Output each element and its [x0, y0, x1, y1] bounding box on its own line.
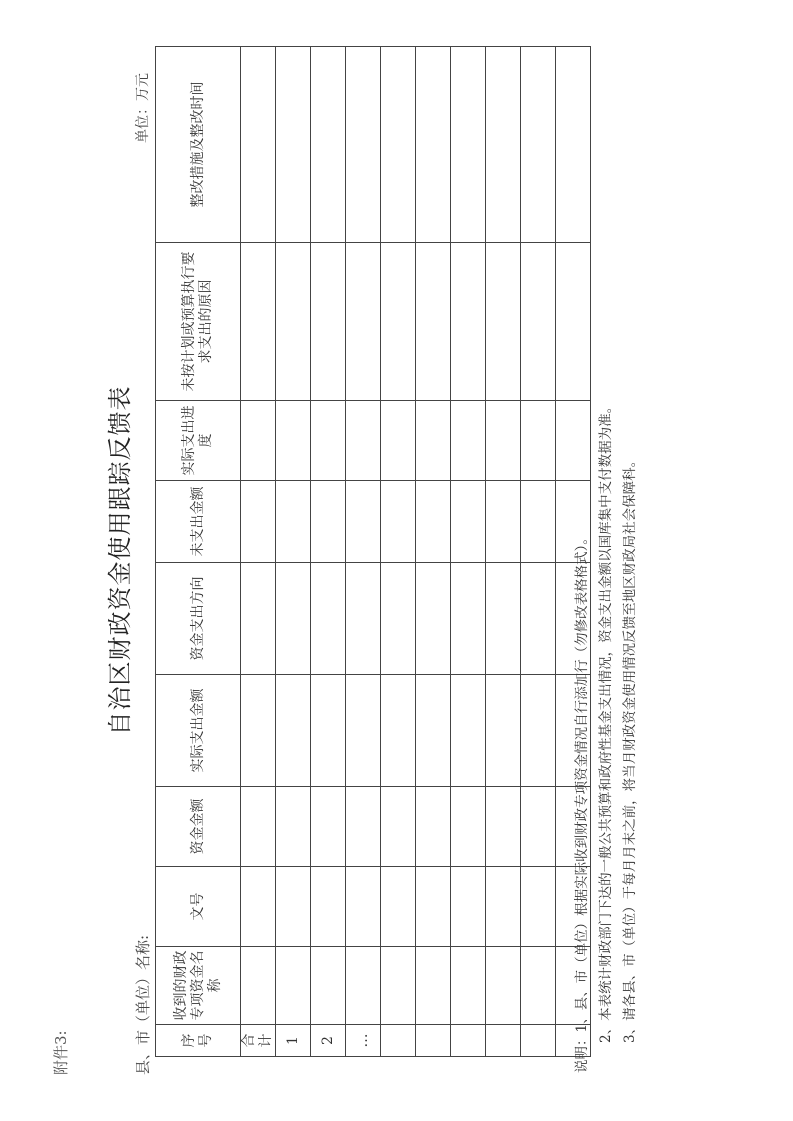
table-cell	[311, 47, 346, 243]
table-cell	[311, 481, 346, 563]
header-cell: 实际支出进度	[156, 401, 241, 481]
table-cell	[381, 947, 416, 1025]
header-cell: 文号	[156, 867, 241, 947]
table-cell	[486, 947, 521, 1025]
header-cell: 资金支出方向	[156, 563, 241, 675]
table-cell	[486, 787, 521, 867]
table-cell	[241, 563, 276, 675]
table-cell	[521, 243, 556, 401]
table-row	[451, 47, 486, 1057]
table-cell	[241, 947, 276, 1025]
table-cell	[346, 787, 381, 867]
row-number-cell: …	[346, 1025, 381, 1057]
row-number-cell	[381, 1025, 416, 1057]
header-cell: 收到的财政专项资金名称	[156, 947, 241, 1025]
table-cell	[381, 401, 416, 481]
table-cell	[346, 867, 381, 947]
table-cell	[241, 481, 276, 563]
header-cell: 序号	[156, 1025, 241, 1057]
table-cell	[416, 675, 451, 787]
table-cell	[486, 401, 521, 481]
table-cell	[311, 243, 346, 401]
unit-label: 单位：万元	[135, 73, 151, 143]
county-name-line: 县、市（单位）名称:	[134, 934, 152, 1075]
table-cell	[276, 481, 311, 563]
table-cell	[276, 563, 311, 675]
table-body	[241, 47, 591, 1057]
row-number-cell	[416, 1025, 451, 1057]
header-row	[156, 47, 241, 1057]
table-cell	[416, 481, 451, 563]
table-cell	[311, 563, 346, 675]
table-cell	[451, 787, 486, 867]
attachment-label: 附件3:	[52, 1030, 70, 1075]
table-cell	[416, 787, 451, 867]
table-cell	[346, 675, 381, 787]
table-cell	[451, 401, 486, 481]
document-title: 自治区财政资金使用跟踪反馈表	[106, 385, 134, 736]
table-cell	[276, 243, 311, 401]
table-cell	[276, 947, 311, 1025]
note-line: 2、本表统计财政部门下达的一般公共预算和政府性基金支出情况，资金支出金额以国库集中支付数据为准。	[598, 399, 614, 1043]
row-number-cell: 2	[311, 1025, 346, 1057]
table-cell	[311, 947, 346, 1025]
table-cell	[416, 401, 451, 481]
table-cell	[311, 675, 346, 787]
table-cell	[416, 947, 451, 1025]
table-cell	[381, 675, 416, 787]
table-cell	[451, 47, 486, 243]
table-row	[241, 47, 276, 1057]
table-cell	[416, 867, 451, 947]
header-cell: 资金金额	[156, 787, 241, 867]
header-cell: 实际支出金额	[156, 675, 241, 787]
table-cell	[451, 947, 486, 1025]
header-cell: 未按计划或预算执行要求支出的原因	[156, 243, 241, 401]
row-number-cell: 1	[276, 1025, 311, 1057]
table-cell	[416, 243, 451, 401]
table-cell	[521, 675, 556, 787]
table-cell	[486, 563, 521, 675]
table-cell	[416, 47, 451, 243]
table-cell	[451, 867, 486, 947]
table-cell	[521, 47, 556, 243]
table-cell	[486, 675, 521, 787]
table-cell	[416, 563, 451, 675]
table-cell	[381, 243, 416, 401]
table-cell	[521, 481, 556, 563]
header-cell: 整改措施及整改时间	[156, 47, 241, 243]
row-number-cell	[486, 1025, 521, 1057]
table-cell	[241, 401, 276, 481]
table-cell	[556, 243, 591, 401]
header-cell: 未支出金额	[156, 481, 241, 563]
table-cell	[346, 243, 381, 401]
table-cell	[381, 867, 416, 947]
table-cell	[521, 787, 556, 867]
table-cell	[346, 47, 381, 243]
table-cell	[521, 563, 556, 675]
table-cell	[451, 675, 486, 787]
table-cell	[451, 481, 486, 563]
table-row	[521, 47, 556, 1057]
table-cell	[521, 947, 556, 1025]
table-cell	[276, 47, 311, 243]
table-cell	[556, 401, 591, 481]
table-cell	[346, 563, 381, 675]
table-cell	[451, 563, 486, 675]
table-cell	[276, 787, 311, 867]
table-cell	[486, 47, 521, 243]
feedback-table	[155, 46, 591, 1057]
table-cell	[346, 947, 381, 1025]
table-cell	[521, 401, 556, 481]
table-cell	[486, 243, 521, 401]
table-cell	[451, 243, 486, 401]
table-cell	[556, 47, 591, 243]
table-cell	[311, 787, 346, 867]
note-line: 3、请各县、市（单位）于每月月末之前，将当月财政资金使用情况反馈至地区财政局社会保障科。	[622, 453, 638, 1043]
table-row	[381, 47, 416, 1057]
table-cell	[241, 243, 276, 401]
table-cell	[521, 867, 556, 947]
table-cell	[276, 401, 311, 481]
table-cell	[486, 867, 521, 947]
table-row	[486, 47, 521, 1057]
table-cell	[241, 787, 276, 867]
row-number-cell	[521, 1025, 556, 1057]
row-number-cell	[451, 1025, 486, 1057]
table-cell	[276, 675, 311, 787]
table-row	[346, 47, 381, 1057]
table-row	[416, 47, 451, 1057]
table-cell	[311, 401, 346, 481]
table-cell	[381, 481, 416, 563]
table-row	[311, 47, 346, 1057]
table-cell	[241, 675, 276, 787]
table-cell	[346, 481, 381, 563]
table-cell	[381, 787, 416, 867]
table-cell	[241, 47, 276, 243]
row-number-cell: 合计	[241, 1025, 276, 1057]
table-row	[276, 47, 311, 1057]
table-cell	[346, 401, 381, 481]
table-cell	[276, 867, 311, 947]
table-cell	[381, 47, 416, 243]
table-cell	[486, 481, 521, 563]
table-cell	[381, 563, 416, 675]
table-cell	[241, 867, 276, 947]
table-cell	[311, 867, 346, 947]
note-line: 说明：1、县、市（单位）根据实际收到财政专项资金情况自行添加行（勿修改表格格式）。	[574, 531, 590, 1073]
